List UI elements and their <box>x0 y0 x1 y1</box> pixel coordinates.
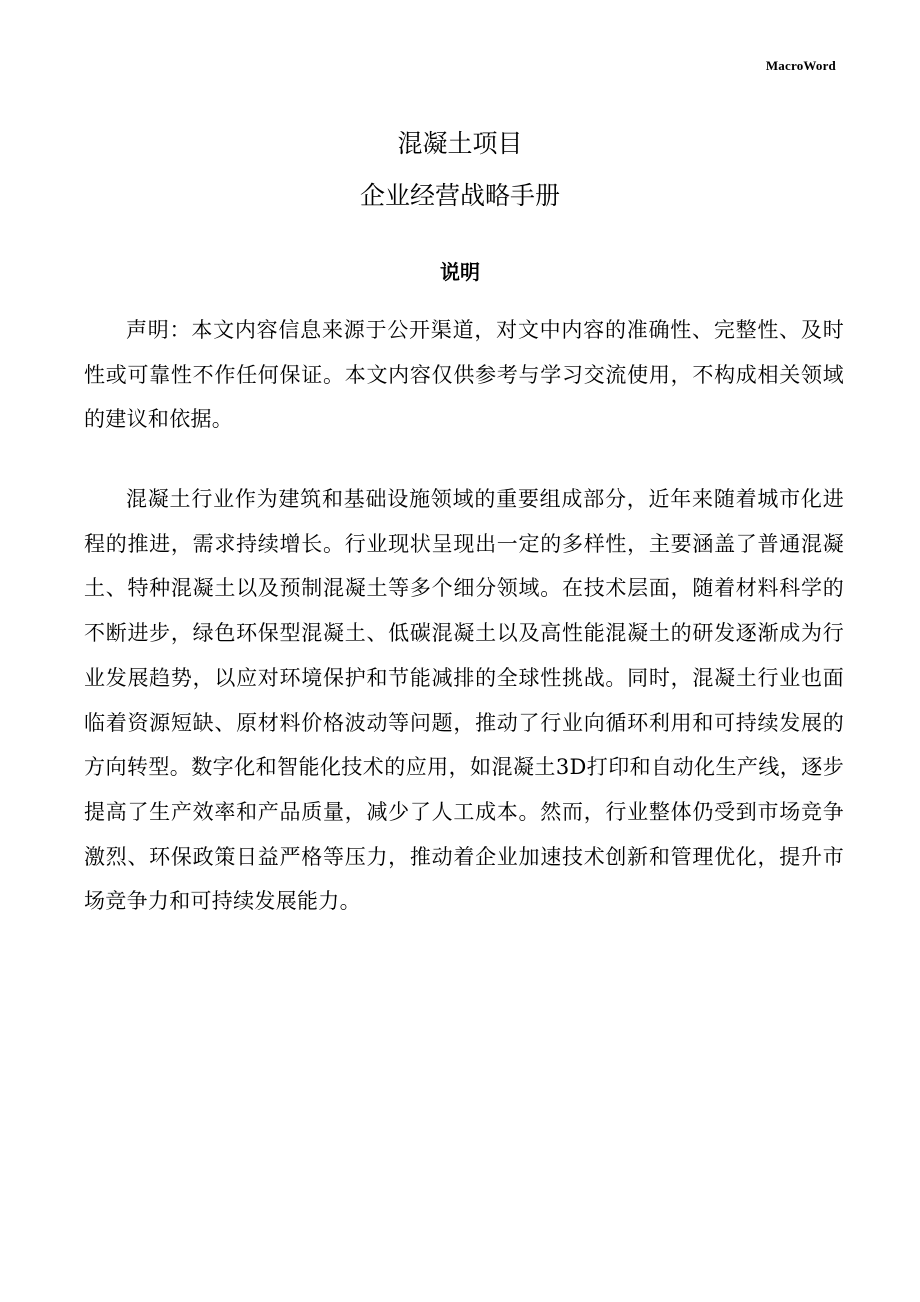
section-heading: 说明 <box>440 260 480 284</box>
title-line-2: 企业经营战略手册 <box>359 181 560 210</box>
title-line-1: 混凝土项目 <box>397 129 523 158</box>
disclaimer-paragraph: 声明：本文内容信息来源于公开渠道，对文中内容的准确性、完整性、及时性或可靠性不作任何保证。本文内容仅供参考与学习交流使用，不构成相关领域的建议和依据。 <box>84 318 844 432</box>
document-title <box>0 118 920 222</box>
industry-overview-paragraph: 混凝土行业作为建筑和基础设施领域的重要组成部分，近年来随着城市化进程的推进，需求持续增长。行业现状呈现出一定的多样性，主要涵盖了普通混凝土、特种混凝土以及预制混凝土等多个细分领域。在技术层面，随着材料科学的不断进步，绿色环保型混凝土、低碳混凝土以及高性能混凝土的研发逐渐成为行业发展趋势，以应对环境保护和节能减排的全球性挑战。同时，混凝土行业也面临着资源短缺、原材料价格波动等问题，推动了行业向循环利用和可持续发展的方向转型。数字化和智能化技术的应用，如混凝土3D打印和自动化生产线，逐步提高了生产效率和产品质量，减少了人工成本。然而，行业整体仍受到市场竞争激烈、环保政策日益严格等压力，推动着企业加速技术创新和管理优化，提升市场竞争力和可持续发展能力。 <box>84 487 844 914</box>
header-brand: MacroWord <box>765 58 836 73</box>
